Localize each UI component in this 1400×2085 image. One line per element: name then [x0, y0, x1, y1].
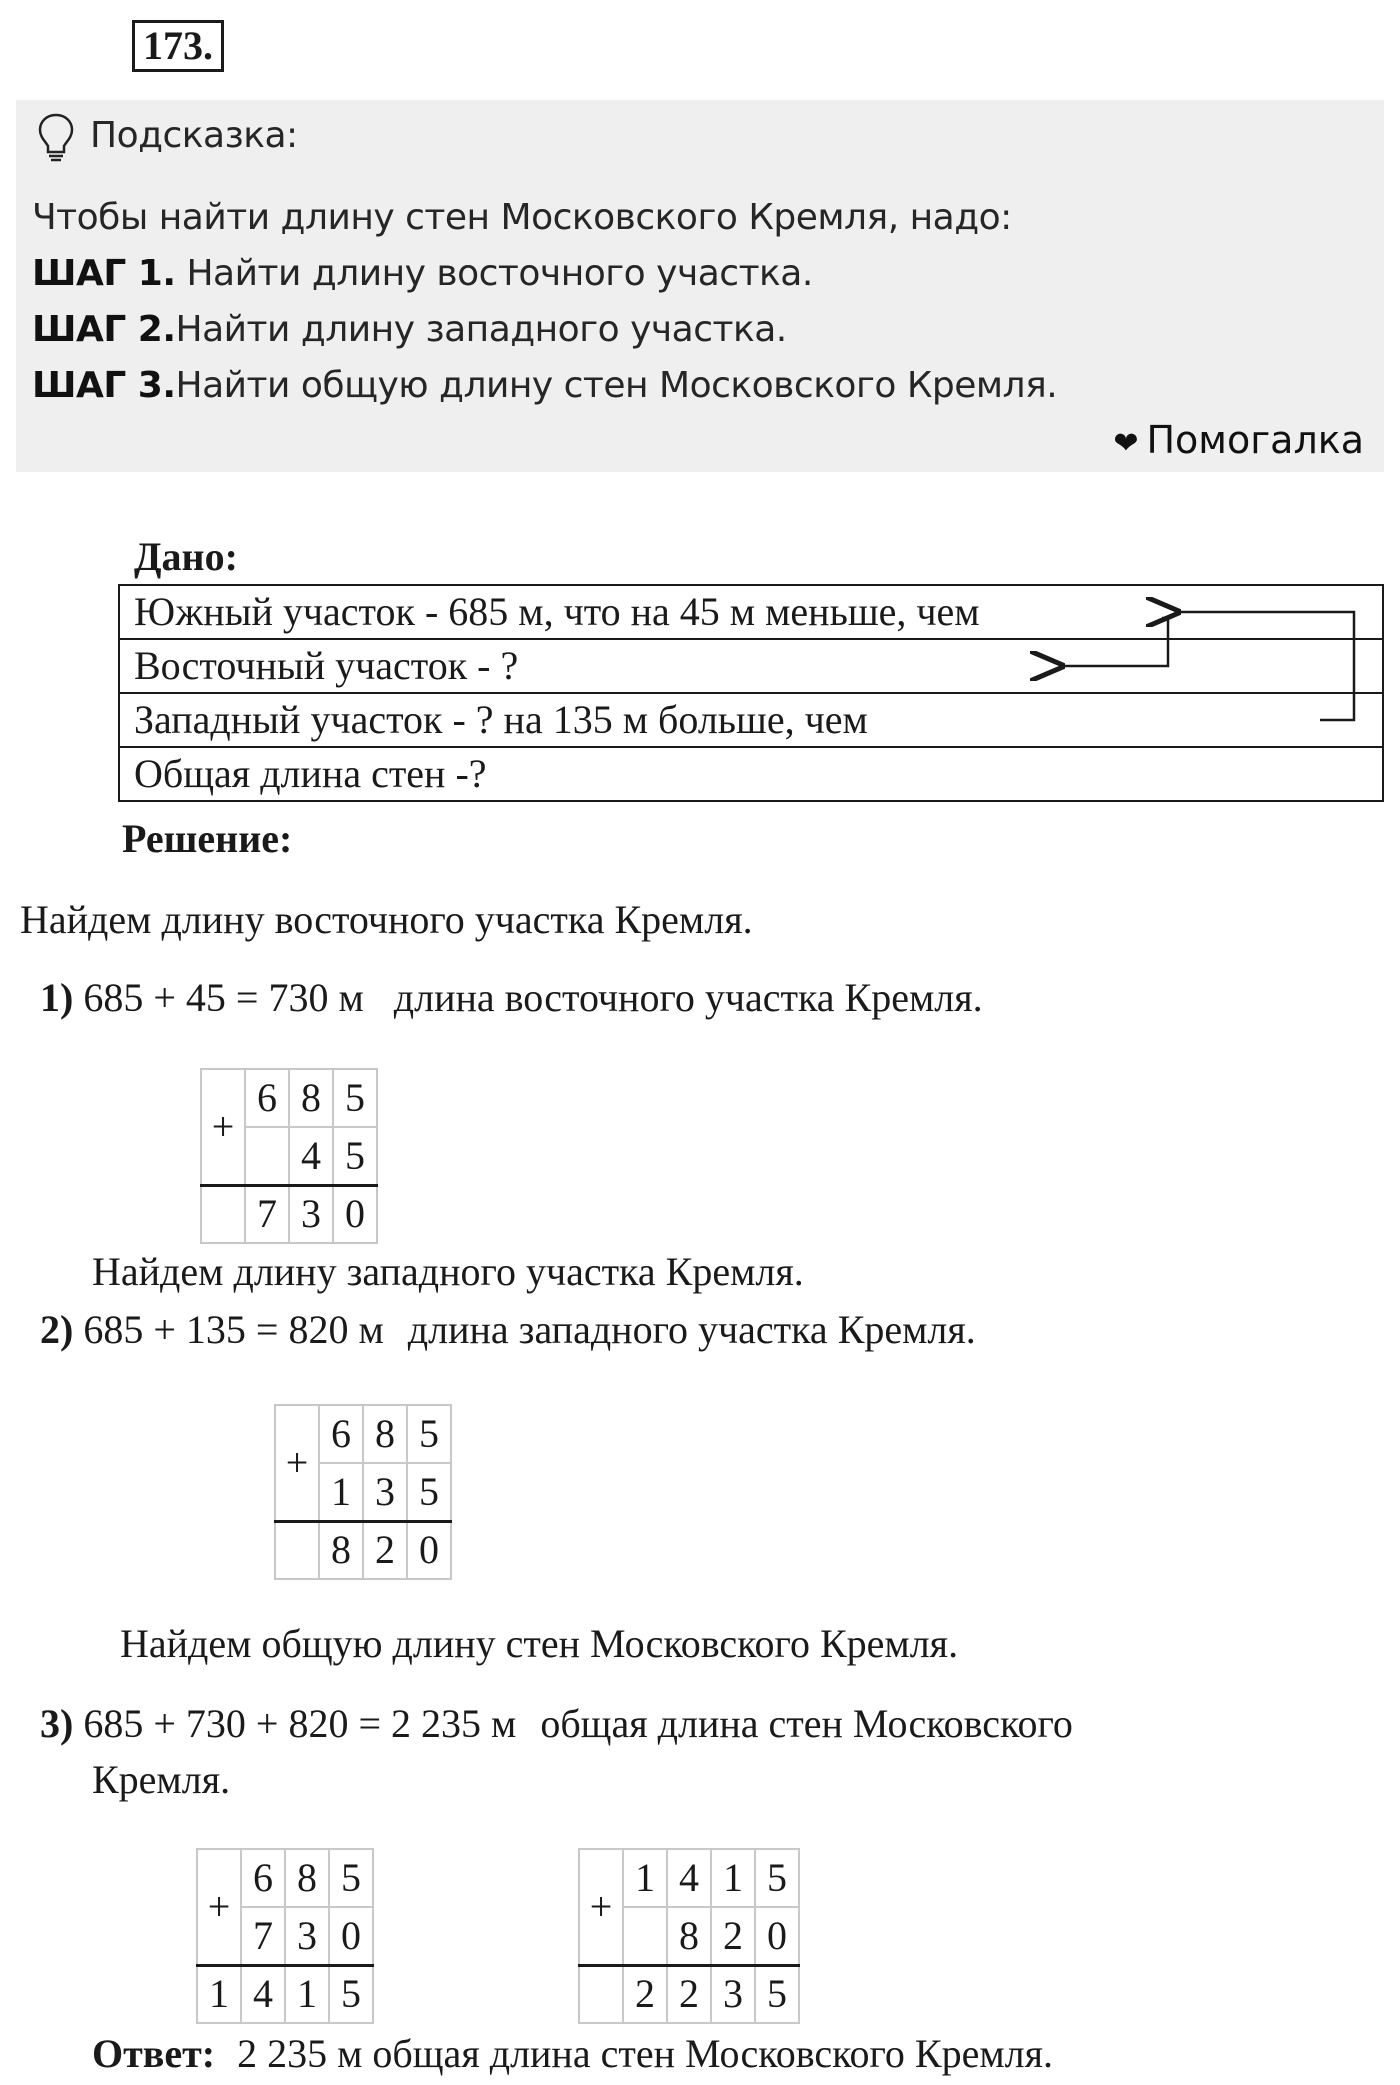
calc-digit: 3 — [285, 1907, 329, 1965]
given-label: Дано: — [134, 534, 238, 579]
step-1 — [40, 974, 983, 1022]
step-number: 3) — [40, 1701, 74, 1746]
plus-sign: + — [197, 1849, 241, 1965]
calc-digit: 1 — [197, 1965, 241, 2023]
solution-intro-3: Найдем общую длину стен Московского Кремля. — [120, 1621, 959, 1666]
plus-sign: + — [275, 1405, 319, 1521]
calc-digit: 6 — [241, 1849, 285, 1907]
calc-digit: 7 — [245, 1185, 289, 1243]
given-cell: Западный участок - ? на 135 м больше, чем — [119, 693, 1383, 747]
calc-digit: 5 — [333, 1127, 377, 1185]
heart-icon: ❤ — [1113, 426, 1139, 461]
plus-sign: + — [579, 1849, 623, 1965]
calc-result-row — [579, 1965, 799, 2023]
calc-digit: 2 — [363, 1521, 407, 1579]
calc-digit: 4 — [667, 1849, 711, 1907]
calc-digit: 6 — [245, 1069, 289, 1127]
calc-row — [201, 1069, 377, 1127]
step-expression: 685 + 135 = 820 м — [83, 1307, 384, 1352]
step-expression: 685 + 45 = 730 м — [83, 975, 364, 1020]
calc-digit — [201, 1185, 245, 1243]
answer-text: 2 235 м общая длина стен Московского Кремля. — [237, 2031, 1054, 2076]
calc-digit: 5 — [755, 1965, 799, 2023]
plus-sign: + — [201, 1069, 245, 1185]
calc-digit — [275, 1521, 319, 1579]
step-description: общая длина стен Московского — [540, 1701, 1073, 1746]
calc-digit: 1 — [319, 1463, 363, 1521]
calc-row — [579, 1849, 799, 1907]
calc-digit: 2 — [623, 1965, 667, 2023]
calc-digit: 1 — [623, 1849, 667, 1907]
hint-step-label: ШАГ 3. — [32, 365, 176, 406]
answer-line — [92, 2030, 1053, 2078]
step-number: 2) — [40, 1307, 74, 1352]
relation-arrows — [0, 0, 1400, 900]
calc-digit: 8 — [319, 1521, 363, 1579]
step-3 — [40, 1700, 1073, 1748]
calc-digit: 2 — [667, 1965, 711, 2023]
answer-label: Ответ: — [92, 2031, 216, 2076]
calc-digit: 5 — [329, 1849, 373, 1907]
calc-digit: 8 — [289, 1069, 333, 1127]
calc-digit: 5 — [755, 1849, 799, 1907]
calc-result-row — [201, 1185, 377, 1243]
column-addition-1 — [200, 1068, 378, 1244]
calc-digit: 0 — [755, 1907, 799, 1965]
arrow-south-east — [1060, 618, 1168, 666]
brand-text: Помогалка — [1146, 418, 1364, 462]
given-cell: Общая длина стен -? — [119, 747, 1383, 801]
column-addition-3 — [196, 1848, 374, 2024]
step-description: длина западного участка Кремля. — [407, 1307, 976, 1352]
hint-step-text: Найти общую длину стен Московского Кремля. — [175, 365, 1058, 406]
calc-result-row — [275, 1521, 451, 1579]
calc-digit: 8 — [285, 1849, 329, 1907]
calc-digit: 5 — [407, 1463, 451, 1521]
calc-row — [197, 1849, 373, 1907]
calc-digit: 1 — [285, 1965, 329, 2023]
step-2 — [40, 1306, 976, 1354]
calc-digit: 8 — [363, 1405, 407, 1463]
calc-digit: 0 — [329, 1907, 373, 1965]
step-description: длина восточного участка Кремля. — [393, 975, 983, 1020]
calc-digit: 5 — [329, 1965, 373, 2023]
given-cell: Восточный участок - ? — [119, 639, 1383, 693]
calc-digit: 5 — [333, 1069, 377, 1127]
hint-step-text: Найти длину западного участка. — [175, 309, 787, 350]
arrow-west-south — [1176, 612, 1354, 720]
task-number: 173. — [132, 20, 224, 72]
solution-label: Решение: — [122, 816, 293, 861]
calc-digit — [245, 1127, 289, 1185]
calc-digit: 0 — [333, 1185, 377, 1243]
calc-digit: 5 — [407, 1405, 451, 1463]
hint-step-label: ШАГ 2. — [32, 309, 176, 350]
calc-digit: 6 — [319, 1405, 363, 1463]
calc-digit: 2 — [711, 1907, 755, 1965]
hint-step-text: Найти длину восточного участка. — [175, 253, 813, 294]
calc-digit: 4 — [241, 1965, 285, 2023]
calc-result-row — [197, 1965, 373, 2023]
calc-digit: 1 — [711, 1849, 755, 1907]
hint-title: Подсказка: — [90, 115, 298, 156]
calc-digit: 8 — [667, 1907, 711, 1965]
calc-digit: 3 — [289, 1185, 333, 1243]
solution-intro-2: Найдем длину западного участка Кремля. — [92, 1249, 804, 1294]
solution-intro-1: Найдем длину восточного участка Кремля. — [20, 897, 753, 942]
calc-digit: 3 — [363, 1463, 407, 1521]
calc-digit: 4 — [289, 1127, 333, 1185]
column-addition-4 — [578, 1848, 800, 2024]
calc-row — [275, 1405, 451, 1463]
calc-digit: 7 — [241, 1907, 285, 1965]
step-3-continuation: Кремля. — [92, 1757, 231, 1802]
given-cell: Южный участок - 685 м, что на 45 м меньше, чем — [119, 585, 1383, 639]
hint-intro: Чтобы найти длину стен Московского Кремля, надо: — [32, 197, 1012, 238]
step-number: 1) — [40, 975, 74, 1020]
step-expression: 685 + 730 + 820 = 2 235 м — [83, 1701, 517, 1746]
calc-digit — [623, 1907, 667, 1965]
hint-step-label: ШАГ 1. — [32, 253, 176, 294]
calc-digit: 3 — [711, 1965, 755, 2023]
calc-digit — [579, 1965, 623, 2023]
calc-digit: 0 — [407, 1521, 451, 1579]
column-addition-2 — [274, 1404, 452, 1580]
